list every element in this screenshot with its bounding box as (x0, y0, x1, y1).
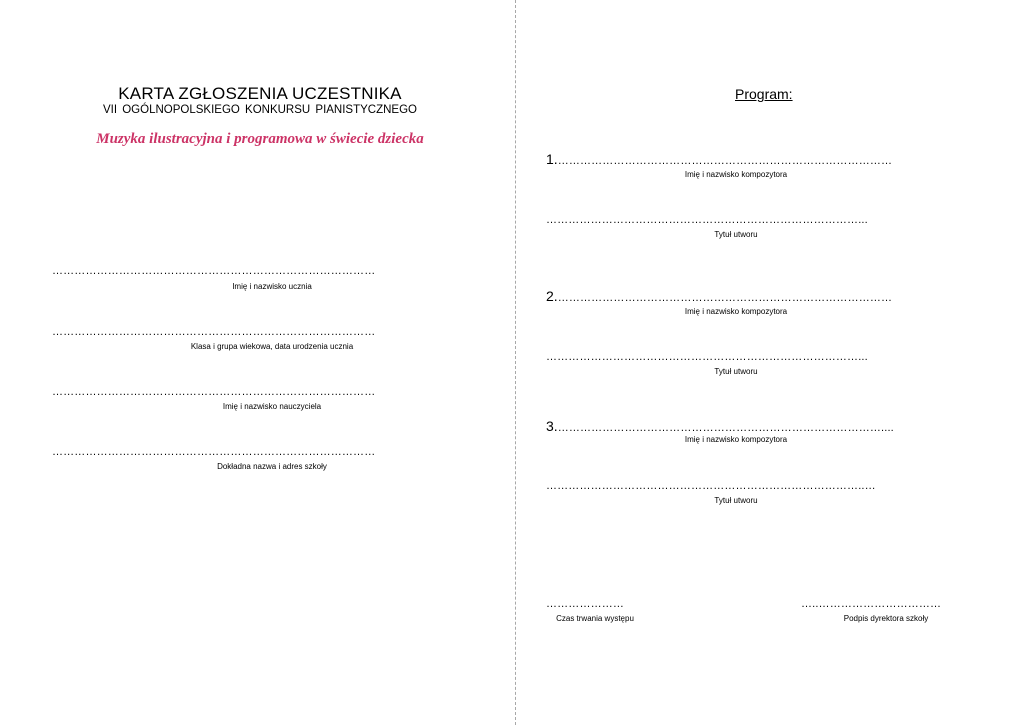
form-title: KARTA ZGŁOSZENIA UCZESTNIKA (118, 84, 402, 103)
program-entry-1-composer-field[interactable] (546, 151, 968, 169)
program-entry-2-composer-field[interactable] (546, 288, 968, 306)
program-entry-3-composer-field[interactable] (546, 418, 968, 436)
program-entry-3-title-field[interactable]: …………………………………………………………………………..… (546, 480, 876, 492)
director-signature-field[interactable]: …..…………………………… (801, 598, 942, 610)
program-entry-1-title-caption: Tytuł utworu (714, 230, 758, 239)
program-entry-3-composer-caption: Imię i nazwisko kompozytora (684, 435, 788, 444)
school-address-caption: Dokładna nazwa i adres szkoły (217, 462, 327, 471)
program-entry-2-composer-caption: Imię i nazwisko kompozytora (684, 307, 788, 316)
school-address-field[interactable]: …………………………………………………………………………… (52, 446, 376, 458)
entry-number: 3. (546, 418, 558, 434)
director-signature-caption: Podpis dyrektora szkoły (843, 614, 929, 623)
teacher-name-caption: Imię i nazwisko nauczyciela (222, 402, 322, 411)
program-entry-1-title-field[interactable]: …………………………………………………………………………... (546, 214, 868, 226)
program-entry-2-title-caption: Tytuł utworu (714, 367, 758, 376)
composer-dots: …………………………………………………………………………….... (557, 422, 894, 434)
competition-name: VII OGÓLNOPOLSKIEGO KONKURSU PIANISTYCZNEGO (102, 104, 417, 116)
composer-dots: ……………………………………………………………………………… (557, 292, 893, 304)
performance-duration-field[interactable]: ………………… (546, 598, 625, 610)
entry-number: 2. (546, 288, 558, 304)
student-name-caption: Imię i nazwisko ucznia (232, 282, 312, 291)
competition-motto: Muzyka ilustracyjna i programowa w świecie dziecka (96, 131, 424, 147)
program-entry-3-title-caption: Tytuł utworu (714, 496, 758, 505)
page-fold-divider (515, 0, 516, 725)
class-group-birthdate-field[interactable]: …………………………………………………………………………… (52, 326, 376, 338)
teacher-name-field[interactable]: …………………………………………………………………………… (52, 386, 376, 398)
performance-duration-caption: Czas trwania występu (556, 614, 634, 623)
composer-dots: ……………………………………………………………………………… (557, 155, 893, 167)
student-name-field[interactable]: …………………………………………………………………………… (52, 265, 376, 277)
program-heading: Program: (735, 86, 793, 102)
program-entry-2-title-field[interactable]: …………………………………………………………………………... (546, 351, 868, 363)
class-group-birthdate-caption: Klasa i grupa wiekowa, data urodzenia ucznia (190, 342, 354, 351)
entry-number: 1. (546, 151, 558, 167)
program-entry-1-composer-caption: Imię i nazwisko kompozytora (684, 170, 788, 179)
